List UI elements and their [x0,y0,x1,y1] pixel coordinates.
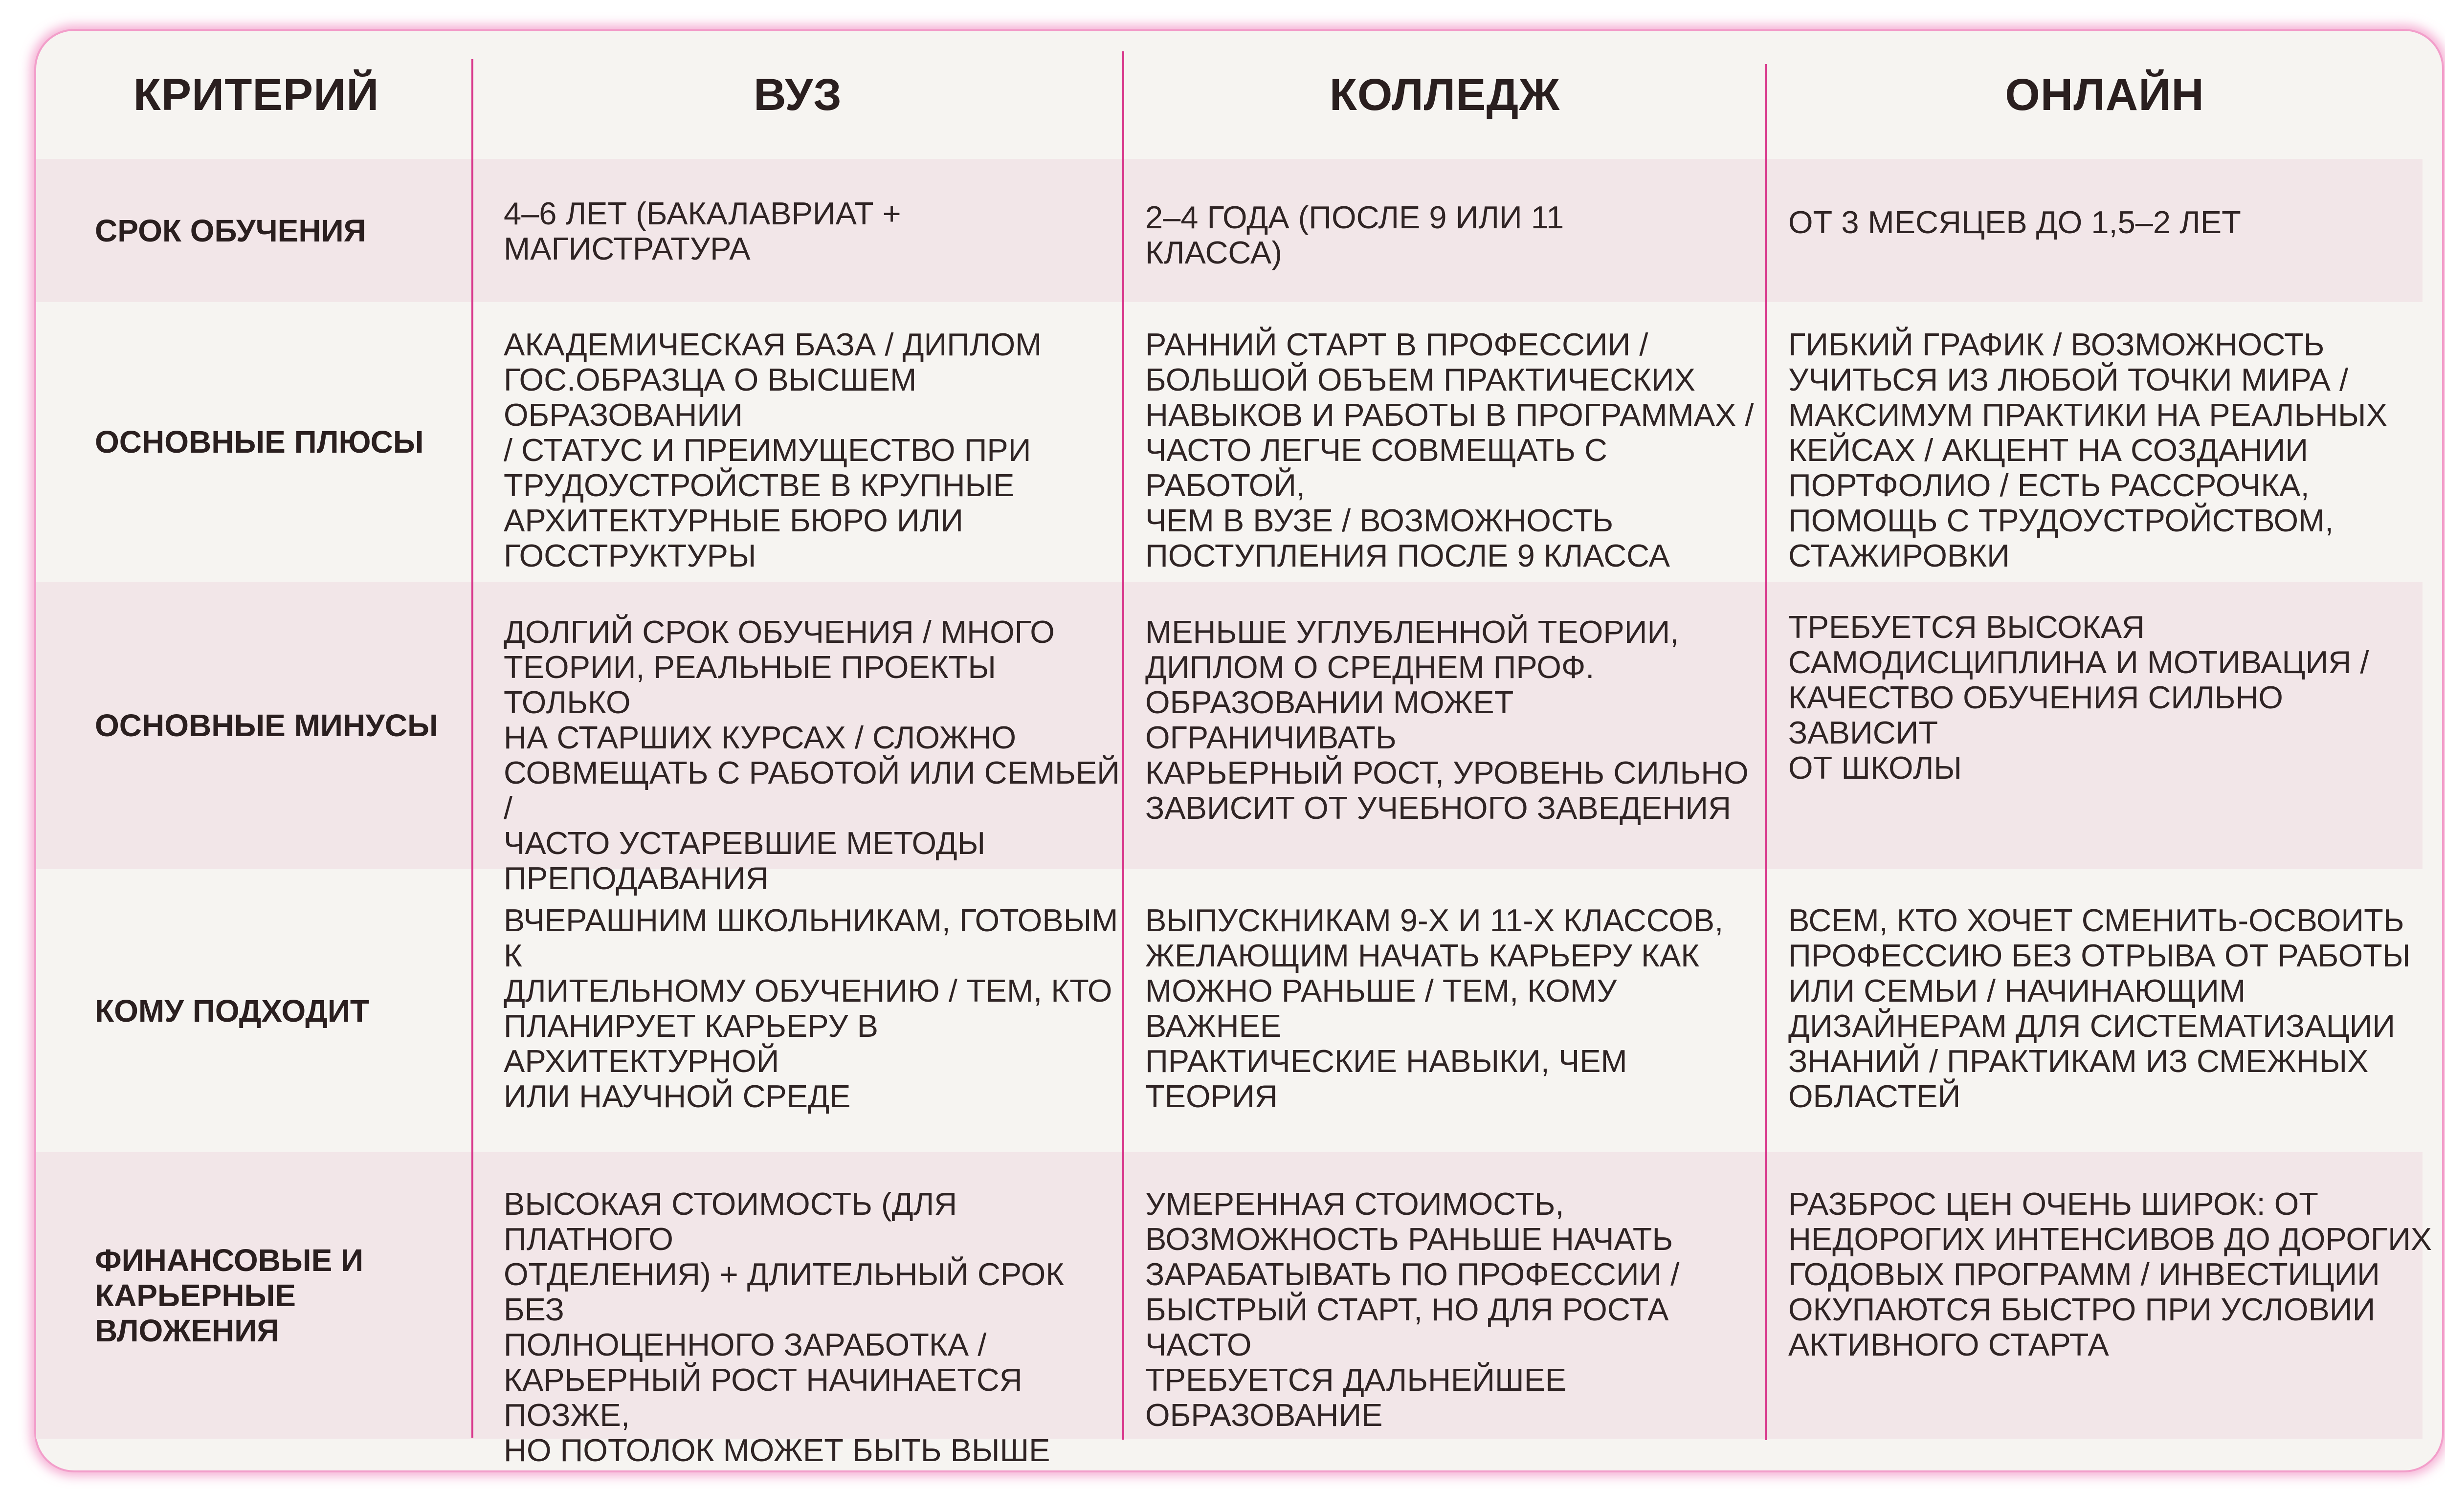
cell-online: ОТ 3 МЕСЯЦЕВ ДО 1,5–2 ЛЕТ [1788,204,2241,240]
cell-university: ДОЛГИЙ СРОК ОБУЧЕНИЯ / МНОГО ТЕОРИИ, РЕАЛЬНЫЕ ПРОЕКТЫ ТОЛЬКО НА СТАРШИХ КУРСАХ / СЛОЖНО СОВМЕЩАТЬ С РАБОТОЙ ИЛИ СЕМЬЕЙ / ЧАСТО УСТАРЕВШИЕ МЕТОДЫ ПРЕПОДАВАНИЯ [504,614,1120,896]
criterion-label: ОСНОВНЫЕ ПЛЮСЫ [95,424,424,460]
header-university: ВУЗ [754,69,842,120]
cell-university: ВЫСОКАЯ СТОИМОСТЬ (ДЛЯ ПЛАТНОГО ОТДЕЛЕНИЯ) + ДЛИТЕЛЬНЫЙ СРОК БЕЗ ПОЛНОЦЕННОГО ЗАРАБОТКА / КАРЬЕРНЫЙ РОСТ НАЧИНАЕТСЯ ПОЗЖЕ, НО ПОТОЛОК МОЖЕТ БЫТЬ ВЫШЕ [504,1186,1065,1468]
cell-college: РАННИЙ СТАРТ В ПРОФЕССИИ / БОЛЬШОЙ ОБЪЕМ ПРАКТИЧЕСКИХ НАВЫКОВ И РАБОТЫ В ПРОГРАММАХ / ЧАСТО ЛЕГЧЕ СОВМЕЩАТЬ С РАБОТОЙ, ЧЕМ В ВУЗЕ / ВОЗМОЖНОСТЬ ПОСТУПЛЕНИЯ ПОСЛЕ 9 КЛАССА [1145,327,1754,573]
header-college: КОЛЛЕДЖ [1329,69,1560,120]
column-divider-2 [1122,51,1124,1440]
cell-college: 2–4 ГОДА (ПОСЛЕ 9 ИЛИ 11 КЛАССА) [1145,199,1564,270]
cell-university: 4–6 ЛЕТ (БАКАЛАВРИАТ + МАГИСТРАТУРА [504,196,901,266]
header-online: ОНЛАЙН [2005,69,2204,120]
cell-university: АКАДЕМИЧЕСКАЯ БАЗА / ДИПЛОМ ГОС.ОБРАЗЦА О ВЫСШЕМ ОБРАЗОВАНИИ / СТАТУС И ПРЕИМУЩЕСТВО ПРИ ТРУДОУСТРОЙСТВЕ В КРУПНЫЕ АРХИТЕКТУРНЫЕ БЮРО ИЛИ ГОССТРУКТУРЫ [504,327,1042,573]
column-divider-1 [471,59,473,1438]
cell-online: ГИБКИЙ ГРАФИК / ВОЗМОЖНОСТЬ УЧИТЬСЯ ИЗ ЛЮБОЙ ТОЧКИ МИРА / МАКСИМУМ ПРАКТИКИ НА РЕАЛЬНЫХ КЕЙСАХ / АКЦЕНТ НА СОЗДАНИИ ПОРТФОЛИО / ЕСТЬ РАССРОЧКА, ПОМОЩЬ С ТРУДОУСТРОЙСТВОМ, СТАЖИРОВКИ [1788,327,2387,573]
header-criterion: КРИТЕРИЙ [133,69,379,120]
criterion-label: КОМУ ПОДХОДИТ [95,993,369,1029]
cell-college: ВЫПУСКНИКАМ 9-Х И 11-Х КЛАССОВ, ЖЕЛАЮЩИМ НАЧАТЬ КАРЬЕРУ КАК МОЖНО РАНЬШЕ / ТЕМ, КОМУ ВАЖНЕЕ ПРАКТИЧЕСКИЕ НАВЫКИ, ЧЕМ ТЕОРИЯ [1145,902,1724,1114]
criterion-label: СРОК ОБУЧЕНИЯ [95,213,366,248]
cell-university: ВЧЕРАШНИМ ШКОЛЬНИКАМ, ГОТОВЫМ К ДЛИТЕЛЬНОМУ ОБУЧЕНИЮ / ТЕМ, КТО ПЛАНИРУЕТ КАРЬЕРУ В АРХИТЕКТУРНОЙ ИЛИ НАУЧНОЙ СРЕДЕ [504,902,1118,1114]
comparison-table [36,31,2442,1470]
criterion-label: ФИНАНСОВЫЕ И КАРЬЕРНЫЕ ВЛОЖЕНИЯ [95,1243,364,1348]
cell-online: РАЗБРОС ЦЕН ОЧЕНЬ ШИРОК: ОТ НЕДОРОГИХ ИНТЕНСИВОВ ДО ДОРОГИХ ГОДОВЫХ ПРОГРАММ / ИНВЕСТИЦИИ ОКУПАЮТСЯ БЫСТРО ПРИ УСЛОВИИ АКТИВНОГО СТАРТА [1788,1186,2432,1362]
table-header [36,31,2442,159]
criterion-label: ОСНОВНЫЕ МИНУСЫ [95,708,438,743]
column-divider-3 [1765,64,1767,1440]
cell-online: ТРЕБУЕТСЯ ВЫСОКАЯ САМОДИСЦИПЛИНА И МОТИВАЦИЯ / КАЧЕСТВО ОБУЧЕНИЯ СИЛЬНО ЗАВИСИТ ОТ ШКОЛЫ [1788,609,2369,786]
cell-college: МЕНЬШЕ УГЛУБЛЕННОЙ ТЕОРИИ, ДИПЛОМ О СРЕДНЕМ ПРОФ. ОБРАЗОВАНИИ МОЖЕТ ОГРАНИЧИВАТЬ КАРЬЕРНЫЙ РОСТ, УРОВЕНЬ СИЛЬНО ЗАВИСИТ ОТ УЧЕБНОГО ЗАВЕДЕНИЯ [1145,614,1749,826]
cell-college: УМЕРЕННАЯ СТОИМОСТЬ, ВОЗМОЖНОСТЬ РАНЬШЕ НАЧАТЬ ЗАРАБАТЫВАТЬ ПО ПРОФЕССИИ / БЫСТРЫЙ СТАРТ, НО ДЛЯ РОСТА ЧАСТО ТРЕБУЕТСЯ ДАЛЬНЕЙШЕЕ ОБРАЗОВАНИЕ [1145,1186,1680,1433]
cell-online: ВСЕМ, КТО ХОЧЕТ СМЕНИТЬ-ОСВОИТЬ ПРОФЕССИЮ БЕЗ ОТРЫВА ОТ РАБОТЫ ИЛИ СЕМЬИ / НАЧИНАЮЩИМ ДИЗАЙНЕРАМ ДЛЯ СИСТЕМАТИЗАЦИИ ЗНАНИЙ / ПРАКТИКАМ ИЗ СМЕЖНЫХ ОБЛАСТЕЙ [1788,902,2411,1114]
